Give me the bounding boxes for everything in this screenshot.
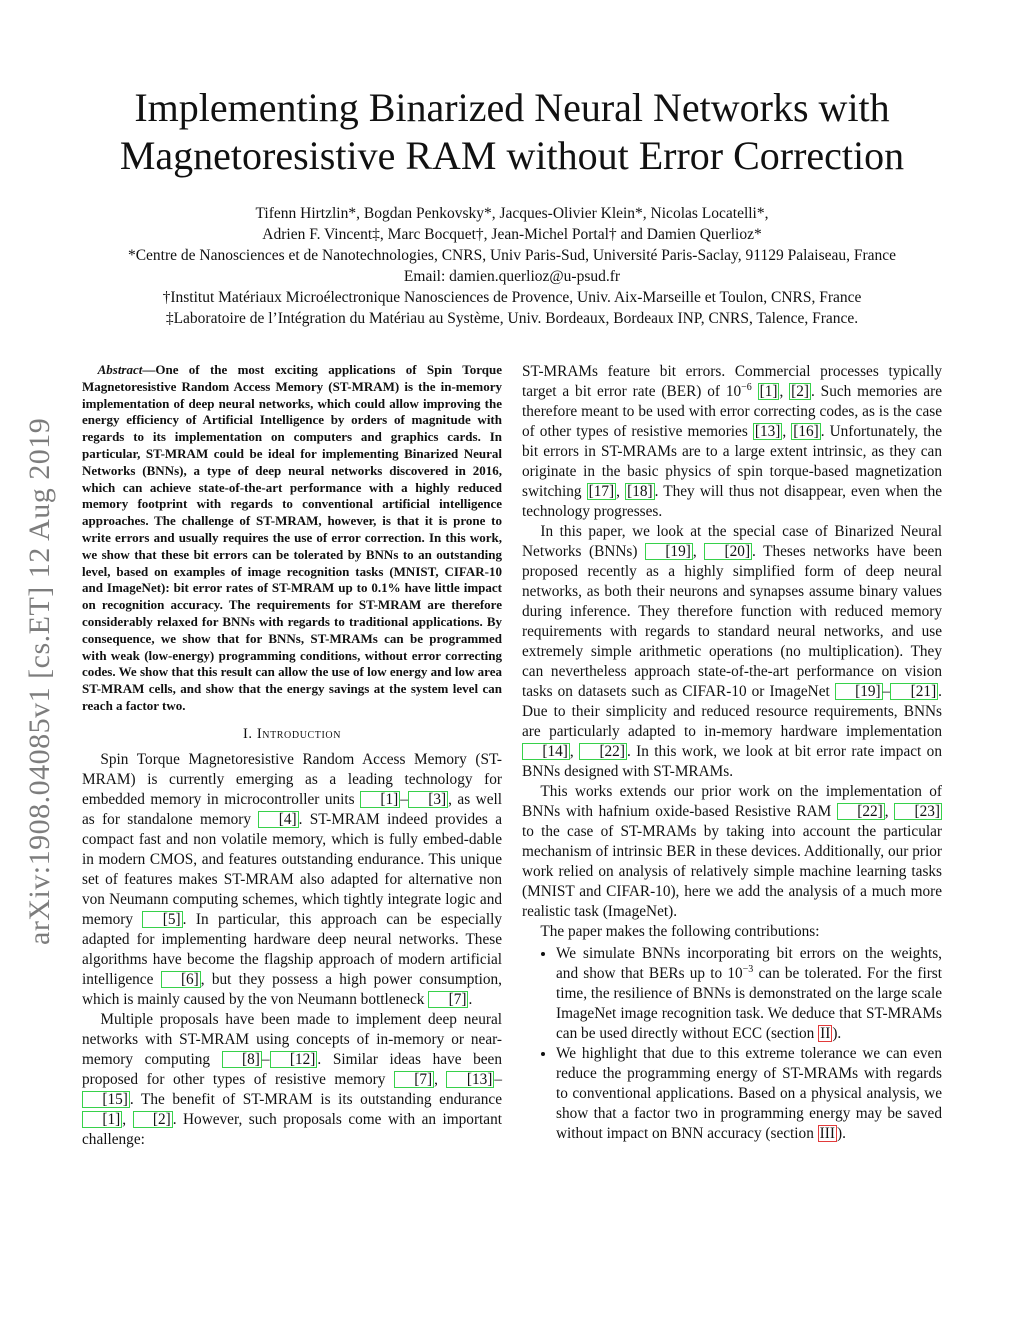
author-line-1: Tifenn Hirtzlin*, Bogdan Penkovsky*, Jacques-Olivier Klein*, Nicolas Locatelli*,	[255, 205, 769, 222]
abstract-text: —One of the most exciting applications of Spin Torque Magnetoresistive Random Access Memory (ST-MRAM) is the in-memory implementation of deep neural networks, which could allow improving the energy efficiency of Artificial Intelligence by orders of magnitude with regards to its implementation on computers and graphics cards. In particular, ST-MRAM could be ideal for implementing Binarized Neural Networks (BNNs), a type of deep neural networks discovered in 2016, which can achieve state-of-the-art performance with a highly reduced memory footprint with regards to conventional artificial intelligence approaches. The challenge of ST-MRAM, however, is that it is prone to write errors and usually requires the use of error correction. In this work, we show that these bit errors can be tolerated by BNNs to an outstanding level, based on examples of image recognition tasks (MNIST, CIFAR-10 and ImageNet): bit error rates of ST-MRAM up to 0.1% have little impact on recognition accuracy. The requirements for ST-MRAM are therefore considerably relaxed for BNNs with regards to traditional applications. By consequence, we show that for BNNs, ST-MRAMs can be programmed with weak (low-energy) programming conditions, without error correcting codes. We show that this result can allow the use of low energy and low area ST-MRAM cells, and show that the energy savings at the system level can reach a factor two.	[82, 362, 502, 713]
abstract-label: Abstract	[97, 362, 143, 377]
citation-link[interactable]: [15]	[82, 1091, 130, 1108]
affiliation-1: *Centre de Nanosciences et de Nanotechnologies, CNRS, Univ Paris-Sud, Université Paris-Saclay, 91129 Palaiseau, France	[127, 247, 897, 264]
author-block	[60, 203, 964, 329]
body-paragraph-1: ST-MRAMs feature bit errors. Commercial processes typically target a bit error rate (BER) of $10^{-6}$ [1] , [2] . Such memories are therefore meant to be used with error correcting codes, as is the case of other types of resistive memories [13] , [16] . Unfortunately, the bit errors in ST-MRAMs are to a large extent intrinsic, as they can originate in the basic physics of spin torque-based magnetization switching [17] , [18] . They will thus not disappear, even when the technology progresses.	[522, 363, 943, 520]
title-line-1: Implementing Binarized Neural Networks with	[134, 85, 890, 130]
citation-link[interactable]: [22]	[579, 743, 627, 760]
contact-email: Email: damien.querlioz@u-psud.fr	[403, 268, 621, 285]
citation-link[interactable]: [6]	[161, 971, 201, 988]
contributions-list	[522, 944, 942, 1144]
affiliation-2: †Institut Matériaux Microélectronique Nanosciences de Provence, Univ. Aix-Marseille et Toulon, CNRS, France	[162, 289, 862, 306]
citation-link[interactable]: [16]	[793, 423, 819, 440]
section-link[interactable]: III	[819, 1125, 835, 1142]
title-line-2: Magnetoresistive RAM without Error Correction	[119, 133, 905, 178]
citation-link[interactable]: [18]	[627, 483, 653, 500]
citation-link[interactable]: [19]	[835, 683, 883, 700]
section-link[interactable]: II	[820, 1025, 831, 1042]
body-paragraph-4: The paper makes the following contributions:	[540, 923, 820, 940]
citation-link[interactable]: [22]	[837, 803, 885, 820]
intro-paragraph-2: Multiple proposals have been made to implement deep neural networks with ST-MRAM using concepts of in-memory or near-memory computing [8] – [12] . Similar ideas have been proposed for other types of resistive memory [7] , [13] –[15] . The benefit of ST-MRAM is its outstanding endurance [1] , [2] . However, such proposals come with an important challenge:	[82, 1010, 502, 1148]
section-heading-introduction: I. Introduction	[242, 725, 342, 742]
affiliation-3: ‡Laboratoire de l’Intégration du Matériau au Système, Univ. Bordeaux, Bordeaux INP, CNRS, Talence, France.	[165, 310, 859, 327]
ber-value: $10^{-3}$	[727, 963, 754, 982]
citation-link[interactable]: [1]	[759, 383, 778, 400]
citation-link[interactable]: [12]	[270, 1051, 318, 1068]
citation-link[interactable]: [4]	[258, 811, 298, 828]
citation-link[interactable]: [3]	[408, 791, 448, 808]
body-paragraph-3: This works extends our prior work on the implementation of BNNs with hafnium oxide-based Resistive RAM [22] , [23] to the case of ST-MRAMs by taking into account the particular mechanism of intrinsic BER in these devices. Additionally, our prior work relied on analysis of relatively simple machine learning tasks (MNIST and CIFAR-10), here we add the analysis of a much more realistic task (ImageNet).	[522, 783, 942, 920]
intro-paragraph-1: Spin Torque Magnetoresistive Random Access Memory (ST-MRAM) is currently emerging as a leading technology for embedded memory in microcontroller units [1] – [3] , as well as for standalone memory [4] . ST-MRAM indeed provides a compact fast and non volatile memory, which is fully embed-dable in modern CMOS, and features outstanding endurance. This unique set of features makes ST-MRAM also adapted for alternative non von Neumann computing schemes, which tightly integrate logic and memory [5] . In particular, this approach can be especially adapted for implementing hardware deep neural networks. These algorithms have become the flagship approach of modern artificial intelligence [6] , but they possess a high power consumption, which is mainly caused by the von Neumann bottleneck [7] .	[82, 750, 502, 1008]
contribution-item-2: • We highlight that due to this extreme tolerance we can even reduce the programming energy of ST-MRAMs with regards to conventional applications. Based on a physical analysis, we show that a factor two in programming energy may be saved without impact on BNN accuracy (section III ).	[556, 1044, 942, 1144]
citation-link[interactable]: [7]	[394, 1071, 434, 1088]
abstract	[82, 362, 502, 715]
left-column	[82, 362, 502, 1150]
citation-link[interactable]: [14]	[522, 743, 570, 760]
citation-link[interactable]: [21]	[890, 683, 938, 700]
citation-link[interactable]: [8]	[222, 1051, 262, 1068]
author-line-2: Adrien F. Vincent‡, Marc Bocquet†, Jean-Michel Portal† and Damien Querlioz*	[262, 226, 762, 243]
paper-title	[60, 84, 964, 180]
body-paragraph-2: In this paper, we look at the special case of Binarized Neural Networks (BNNs) [19] , [20] . Theses networks have been proposed recently as a highly simplified form of deep neural networks, as both their neurons and synapses assume binary values during inference. They therefore function with reduced memory requirements with regards to standard neural networks, and use extremely simple arithmetic operations (no multiplication). They can nevertheless approach state-of-the-art performance on vision tasks on datasets such as CIFAR-10 or ImageNet [19] – [21] . Due to their simplicity and reduced resource requirements, BNNs are particularly adapted to in-memory hardware implementation [14] , [22] . In this work, we look at bit error rate impact on BNNs designed with ST-MRAMs.	[522, 523, 942, 780]
ber-value: $10^{-6}$	[725, 381, 752, 400]
citation-link[interactable]: [13]	[446, 1071, 494, 1088]
citation-link[interactable]: [20]	[704, 543, 752, 560]
citation-link[interactable]: [2]	[133, 1111, 173, 1128]
citation-link[interactable]: [7]	[428, 991, 468, 1008]
citation-link[interactable]: [19]	[645, 543, 693, 560]
citation-link[interactable]: [23]	[894, 803, 942, 820]
citation-link[interactable]: [1]	[360, 791, 400, 808]
citation-link[interactable]: [1]	[82, 1111, 122, 1128]
citation-link[interactable]: [13]	[754, 423, 781, 440]
citation-link[interactable]: [2]	[791, 383, 809, 400]
citation-link[interactable]: [5]	[142, 911, 182, 928]
citation-link[interactable]: [17]	[588, 483, 615, 500]
arxiv-identifier: arXiv:1908.04085v1 [cs.ET] 12 Aug 2019	[23, 417, 56, 945]
right-column	[522, 362, 942, 1144]
contribution-item-1: • We simulate BNNs incorporating bit errors on the weights, and show that BERs up to $10^{-3}$ can be tolerated. For the first time, the resilience of BNNs is demonstrated on the large scale ImageNet image recognition task. We deduce that ST-MRAMs can be used directly without ECC (section II ).	[556, 944, 942, 1044]
